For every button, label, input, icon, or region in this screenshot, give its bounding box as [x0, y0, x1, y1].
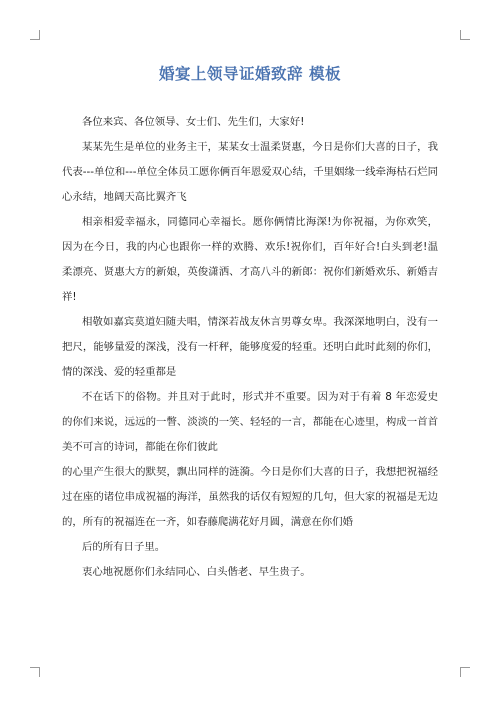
paragraph: 某某先生是单位的业务主干，某某女士温柔贤惠，今日是你们大喜的日子，我代表---单位和---单位全体员工愿你俩百年恩爱双心结，千里姻缘一线牵海枯石烂同心永结，地阔天高比翼齐飞 — [62, 141, 438, 203]
document-body — [62, 110, 438, 585]
document-title: 婚宴上领导证婚致辞 模板 — [159, 65, 341, 83]
paragraph: 相亲相爱幸福永，同德同心幸福长。愿你俩情比海深!为你祝福，为你欢笑，因为在今日，我的内心也跟你一样的欢腾、欢乐!祝你们，百年好合!白头到老!温柔漂亮、贤惠大方的新娘，英俊潇洒、才高八斗的新郎：祝你们新婚欢乐、新婚吉祥! — [62, 216, 438, 303]
paragraph-greeting: 各位来宾、各位领导、女士们、先生们，大家好! — [82, 116, 305, 128]
paragraph: 相敬如嘉宾莫道妇随夫唱，情深若战友休言男尊女卑。我深深地明白，没有一把尺，能够量爱的深浅，没有一杆秤，能够度爱的轻重。还明白此时此刻的你们，情的深浅、爱的轻重都是 — [62, 316, 438, 378]
crop-mark-top-right — [460, 30, 470, 40]
crop-mark-top-left — [30, 30, 40, 40]
crop-mark-bottom-left — [30, 667, 40, 677]
paragraph: 不在话下的俗物。并且对于此时，形式并不重要。因为对于有着 8 年恋爱史的你们来说，远远的一瞥、淡淡的一笑、轻轻的一言，都能在心迹里，构成一首首美不可言的诗词，都能在你们彼此 — [62, 391, 438, 453]
crop-mark-bottom-right — [460, 667, 470, 677]
paragraph-closing: 衷心地祝愿你们永结同心、白头偕老、早生贵子。 — [82, 566, 311, 578]
paragraph: 的心里产生很大的默契，飘出同样的涟漪。今日是你们大喜的日子，我想把祝福经过在座的诸位串成祝福的海洋，虽然我的话仅有短短的几句，但大家的祝福是无边的，所有的祝福连在一齐，如春藤爬满花好月圆，满意在你们婚 — [62, 466, 438, 528]
paragraph: 后的所有日子里。 — [82, 541, 166, 553]
